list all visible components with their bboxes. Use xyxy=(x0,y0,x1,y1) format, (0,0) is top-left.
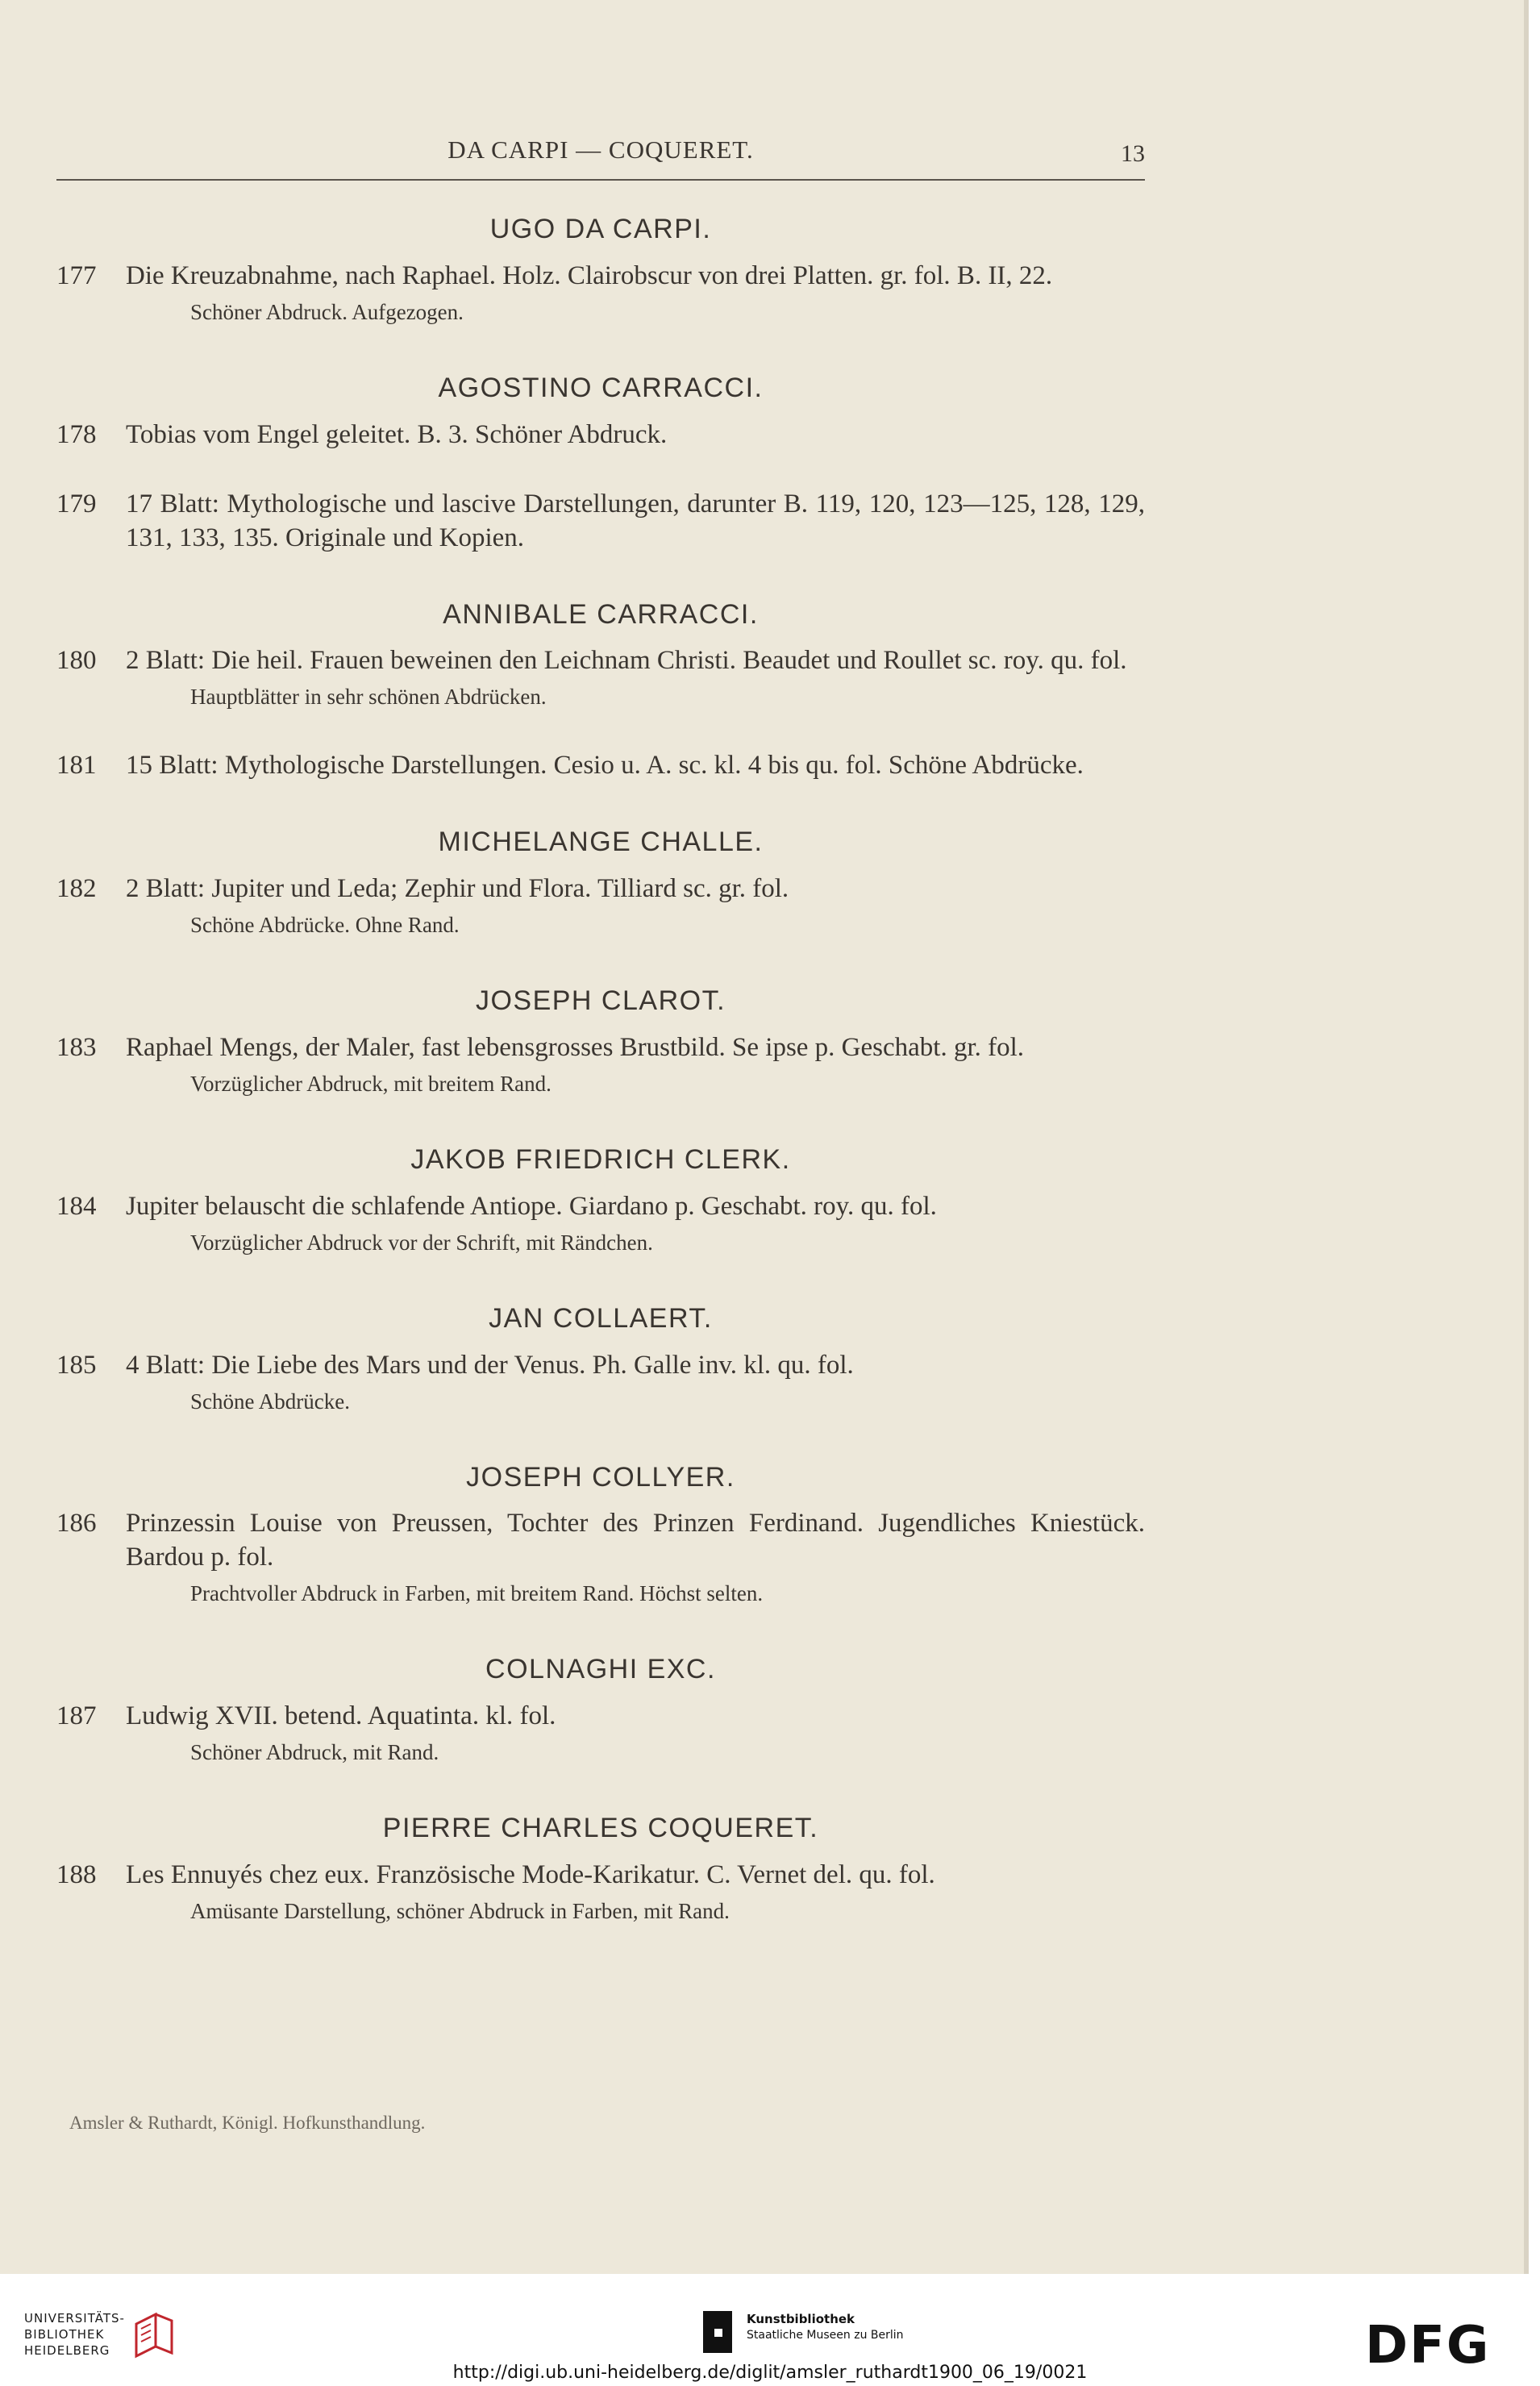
entry-number: 185 xyxy=(56,1350,97,1380)
section-gap xyxy=(56,1111,1145,1143)
entry-condition-note: Schöne Abdrücke. xyxy=(190,1389,350,1414)
entry-description: Prinzessin Louise von Preussen, Tochter des Prinzen Ferdinand. Jugendliches Kniestück. Bardou p. fol. xyxy=(126,1509,1145,1572)
artist-heading: ANNIBALE CARRACCI. xyxy=(443,598,759,630)
digitization-bar xyxy=(0,2274,1540,2386)
entry-condition-note: Prachtvoller Abdruck in Farben, mit breitem Rand. Höchst selten. xyxy=(190,1581,764,1606)
entry-description: 2 Blatt: Jupiter und Leda; Zephir und Flora. Tilliard sc. gr. fol. xyxy=(126,874,789,904)
entry-gap xyxy=(56,724,1145,748)
catalog-entry xyxy=(56,748,1145,782)
entry-description: Die Kreuzabnahme, nach Raphael. Holz. Clairobscur von drei Platten. gr. fol. B. II, 22. xyxy=(126,260,1053,290)
catalog-entry xyxy=(56,1506,1145,1609)
section-gap xyxy=(56,793,1145,826)
artist-heading: JOSEPH CLAROT. xyxy=(475,985,726,1017)
kunstbibliothek-logo[interactable] xyxy=(703,2311,904,2353)
catalog-entry xyxy=(56,1189,1145,1259)
entry-number: 177 xyxy=(56,260,97,290)
ub-line-3: HEIDELBERG xyxy=(24,2343,110,2358)
artist-heading: JAN COLLAERT. xyxy=(489,1302,713,1334)
catalog-section xyxy=(56,1429,1145,1610)
catalog-section xyxy=(56,952,1145,1100)
entry-number: 183 xyxy=(56,1032,97,1062)
entry-condition-note: Vorzüglicher Abdruck vor der Schrift, mit Rändchen. xyxy=(190,1230,653,1255)
entry-condition-note: Amüsante Darstellung, schöner Abdruck in Farben, mit Rand. xyxy=(190,1898,730,1923)
catalog-section xyxy=(56,1270,1145,1418)
catalog-entry xyxy=(56,872,1145,941)
catalog-sections xyxy=(56,213,1145,1927)
ub-book-icon xyxy=(131,2309,177,2359)
entry-description: Jupiter belauscht die schlafende Antiope. Giardano p. Geschabt. roy. qu. fol. xyxy=(126,1191,937,1221)
entry-number: 180 xyxy=(56,646,97,676)
page-content xyxy=(56,129,1145,1938)
page-number: 13 xyxy=(1121,140,1145,167)
section-gap xyxy=(56,1270,1145,1302)
entry-description: 15 Blatt: Mythologische Darstellungen. Cesio u. A. sc. kl. 4 bis qu. fol. Schöne Abdrücke. xyxy=(126,751,1084,781)
permalink-url[interactable]: http://digi.ub.uni-heidelberg.de/diglit/amsler_ruthardt1900_06_19/0021 xyxy=(452,2363,1088,2383)
entry-description: Tobias vom Engel geleitet. B. 3. Schöner Abdruck. xyxy=(126,419,668,449)
artist-heading: MICHELANGE CHALLE. xyxy=(438,827,764,858)
catalog-entry xyxy=(56,1348,1145,1418)
catalog-entry xyxy=(56,1031,1145,1100)
ub-line-2: BIBLIOTHEK xyxy=(24,2327,105,2342)
entry-gap xyxy=(56,463,1145,487)
catalog-section xyxy=(56,793,1145,941)
kunstbibliothek-square-icon xyxy=(703,2311,732,2353)
catalog-section xyxy=(56,1780,1145,1927)
catalog-section xyxy=(56,213,1145,328)
section-gap xyxy=(56,1429,1145,1461)
entry-description: Les Ennuyés chez eux. Französische Mode-Karikatur. C. Vernet del. qu. fol. xyxy=(126,1859,935,1889)
entry-number: 181 xyxy=(56,751,97,781)
artist-heading: JOSEPH COLLYER. xyxy=(466,1461,735,1493)
artist-heading: PIERRE CHARLES COQUERET. xyxy=(382,1813,819,1844)
entry-number: 178 xyxy=(56,419,97,449)
section-gap xyxy=(56,952,1145,985)
ub-heidelberg-logo[interactable] xyxy=(24,2309,177,2359)
entry-number: 179 xyxy=(56,489,97,518)
artist-heading: UGO DA CARPI. xyxy=(489,214,712,244)
entry-condition-note: Vorzüglicher Abdruck, mit breitem Rand. xyxy=(190,1071,551,1096)
entry-number: 184 xyxy=(56,1191,97,1221)
catalog-entry xyxy=(56,259,1145,328)
section-gap xyxy=(56,339,1145,372)
entry-number: 187 xyxy=(56,1701,97,1731)
artist-heading: AGOSTINO CARRACCI. xyxy=(438,372,764,403)
catalog-entry xyxy=(56,487,1145,555)
entry-condition-note: Schöne Abdrücke. Ohne Rand. xyxy=(190,913,460,938)
entry-description: Ludwig XVII. betend. Aquatinta. kl. fol. xyxy=(126,1701,556,1731)
catalog-section xyxy=(56,339,1145,555)
kunstbibliothek-sub: Staatliche Museen zu Berlin xyxy=(747,2329,904,2342)
catalog-entry xyxy=(56,1699,1145,1768)
ub-heidelberg-text xyxy=(24,2310,125,2359)
catalog-entry xyxy=(56,1858,1145,1927)
catalog-section xyxy=(56,1111,1145,1259)
kunstbibliothek-name: Kunstbibliothek xyxy=(747,2312,855,2326)
entry-number: 188 xyxy=(56,1859,97,1889)
artist-heading: COLNAGHI EXC. xyxy=(485,1654,716,1685)
section-gap xyxy=(56,1780,1145,1812)
section-gap xyxy=(56,1621,1145,1653)
entry-condition-note: Schöner Abdruck, mit Rand. xyxy=(190,1740,439,1765)
entry-description: 17 Blatt: Mythologische und lascive Darstellungen, darunter B. 119, 120, 123—125, 128, 129, 131, 133, 135. Originale und Kopien. xyxy=(126,489,1145,552)
catalog-section xyxy=(56,1621,1145,1768)
entry-number: 186 xyxy=(56,1509,97,1539)
entry-condition-note: Schöner Abdruck. Aufgezogen. xyxy=(190,299,464,324)
artist-heading: JAKOB FRIEDRICH CLERK. xyxy=(410,1143,791,1175)
publisher-footer: Amsler & Ruthardt, Königl. Hofkunsthandlung. xyxy=(69,2113,426,2133)
entry-description: Raphael Mengs, der Maler, fast lebensgrosses Brustbild. Se ipse p. Geschabt. gr. fol. xyxy=(126,1032,1025,1062)
entry-number: 182 xyxy=(56,874,97,904)
entry-description: 4 Blatt: Die Liebe des Mars und der Venus. Ph. Galle inv. kl. qu. fol. xyxy=(126,1350,854,1380)
running-head xyxy=(56,129,1145,181)
catalog-entry xyxy=(56,643,1145,713)
entry-condition-note: Hauptblätter in sehr schönen Abdrücken. xyxy=(190,685,547,710)
running-head-title: DA CARPI — COQUERET. xyxy=(447,135,754,164)
ub-line-1: UNIVERSITÄTS- xyxy=(24,2311,125,2326)
section-gap xyxy=(56,566,1145,598)
dfg-logo[interactable]: DFG xyxy=(1365,2316,1491,2376)
entry-description: 2 Blatt: Die heil. Frauen beweinen den Leichnam Christi. Beaudet und Roullet sc. roy. qu. fol. xyxy=(126,646,1127,676)
catalog-section xyxy=(56,566,1145,783)
catalog-entry xyxy=(56,418,1145,452)
